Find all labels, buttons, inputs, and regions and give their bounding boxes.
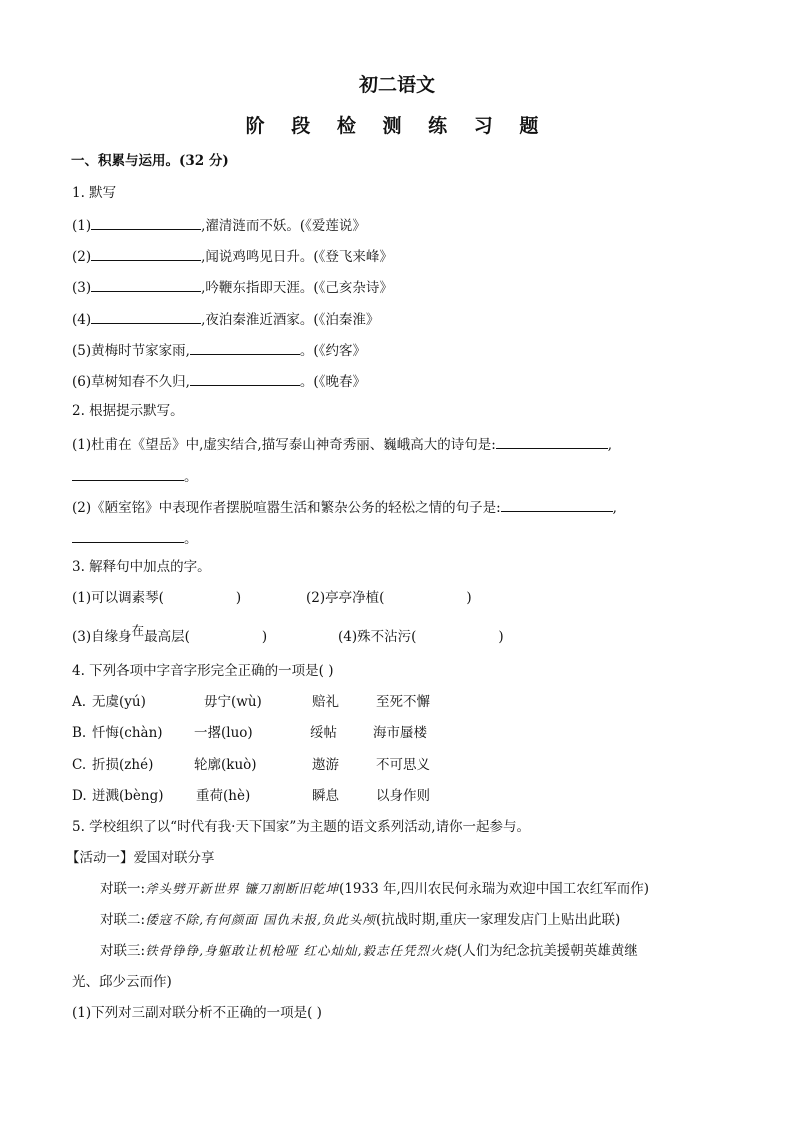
- answer-blank[interactable]: [72, 466, 184, 481]
- answer-blank[interactable]: [190, 371, 300, 386]
- q3-label: 3. 解释句中加点的字。: [72, 559, 211, 575]
- answer-blank[interactable]: [496, 434, 608, 449]
- q3-item-4: (4)殊不沾污( ): [338, 629, 504, 645]
- q3-item-1: (1)可以调素琴( ): [72, 590, 242, 606]
- q2-item-1: (1)杜甫在《望岳》中,虚实结合,描写泰山神奇秀丽、巍峨高大的诗句是: ,: [72, 434, 612, 454]
- q1-item-4: (4) ,夜泊秦淮近酒家。(《泊秦淮》: [72, 309, 379, 329]
- q2-item-2: (2)《陋室铭》中表现作者摆脱喧嚣生活和繁杂公务的轻松之情的句子是: ,: [72, 497, 617, 517]
- answer-blank[interactable]: [72, 528, 184, 543]
- answer-blank[interactable]: [91, 309, 201, 324]
- q2-label: 2. 根据提示默写。: [72, 403, 184, 419]
- section-heading: 一、积累与运用。(32 分): [71, 153, 229, 169]
- page-subtitle: 阶 段 检 测 练 习 题: [245, 115, 549, 137]
- q4-option-b[interactable]: B. 忏悔(chàn) 一撂(luo) 绥帖 海市蜃楼: [72, 725, 427, 741]
- answer-blank[interactable]: [190, 340, 300, 355]
- q2-item-1-cont: 。: [72, 466, 198, 486]
- q4-option-a[interactable]: A. 无虞(yú) 毋宁(wù) 赔礼 至死不懈: [72, 694, 430, 710]
- page-title: 初二语文: [358, 74, 435, 96]
- q4-option-c[interactable]: C. 折损(zhé) 轮廓(kuò) 遨游 不可思义: [72, 757, 430, 773]
- q5-label: 5. 学校组织了以“时代有我·天下国家”为主题的语文系列活动,请你一起参与。: [72, 819, 531, 835]
- q1-item-2: (2) ,闻说鸡鸣见日升。(《登飞来峰》: [72, 246, 393, 266]
- q3-item-2: (2)亭亭净植( ): [306, 590, 472, 606]
- answer-blank[interactable]: [501, 497, 613, 512]
- q4-label: 4. 下列各项中字音字形完全正确的一项是( ): [72, 663, 334, 679]
- q1-item-5: (5)黄梅时节家家雨, 。(《约客》: [72, 340, 366, 360]
- q2-item-2-cont: 。: [72, 528, 198, 548]
- q1-item-3: (3) ,吟鞭东指即天涯。(《己亥杂诗》: [72, 277, 393, 297]
- q1-label: 1. 默写: [72, 185, 117, 201]
- q5-sub-1: (1)下列对三副对联分析不正确的一项是( ): [72, 1005, 322, 1021]
- answer-blank[interactable]: [91, 246, 201, 261]
- q1-item-6: (6)草树知春不久归, 。(《晚春》: [72, 371, 366, 391]
- couplet-3-cont: 光、邱少云而作): [72, 974, 172, 990]
- couplet-3: 对联三:铁骨铮铮,身躯敢让机枪哑 红心灿灿,毅志任凭烈火烧(人们为纪念抗美援朝英雄黄继: [100, 943, 638, 959]
- answer-blank[interactable]: [91, 215, 201, 230]
- q3-item-3: (3)自缘身在最高层( ): [72, 623, 268, 645]
- answer-blank[interactable]: [91, 277, 201, 292]
- activity-1-title: 【活动一】爱国对联分享: [66, 850, 215, 866]
- q4-option-d[interactable]: D. 迸溅(bèng) 重荷(hè) 瞬息 以身作则: [72, 788, 430, 804]
- couplet-1: 对联一:斧头劈开新世界 镰刀割断旧乾坤(1933 年,四川农民何永瑞为欢迎中国工农红军而作): [100, 881, 650, 897]
- q1-item-1: (1) ,濯清涟而不妖。(《爱莲说》: [72, 215, 366, 235]
- couplet-2: 对联二:倭寇不除,有何颜面 国仇未报,负此头颅(抗战时期,重庆一家理发店门上贴出此联): [100, 912, 621, 928]
